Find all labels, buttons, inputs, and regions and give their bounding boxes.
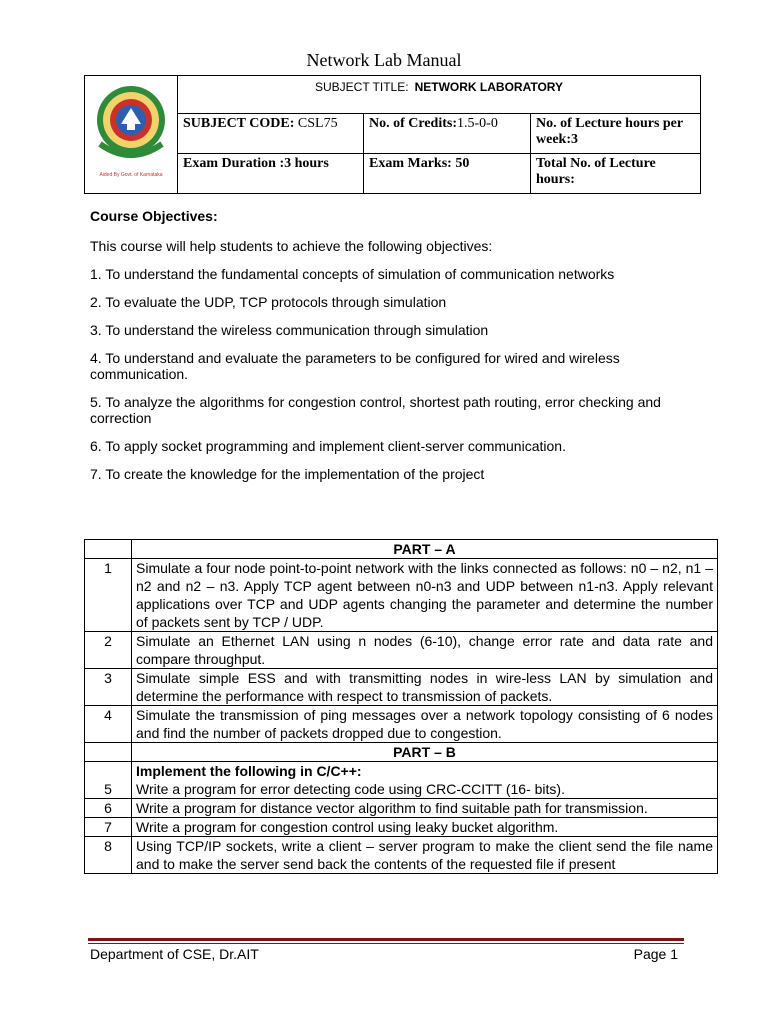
- row-number: 1: [85, 559, 132, 632]
- total-lecture-hours: Total No. of Lecture hours:: [536, 156, 656, 187]
- subject-title-label: SUBJECT TITLE:: [314, 80, 409, 94]
- row-description: Simulate the transmission of ping messages over a network topology consisting of 6 nodes and find the number of packets dropped due to congestion.: [132, 706, 718, 743]
- footer-page-number: Page 1: [633, 946, 678, 962]
- subject-code-value: CSL75: [294, 116, 338, 131]
- row-description: Using TCP/IP sockets, write a client – server program to make the client send the file name and to make the server send back the contents of the requested file if present: [132, 837, 718, 874]
- subject-title-value: NETWORK LABORATORY: [414, 80, 564, 94]
- college-logo: [90, 78, 172, 186]
- objective-item: 5. To analyze the algorithms for congestion control, shortest path routing, error checking and correction: [90, 394, 661, 426]
- row-description: Simulate an Ethernet LAN using n nodes (6-10), change error rate and data rate and compare throughput.: [132, 632, 718, 669]
- part-b-title: PART – B: [132, 743, 718, 762]
- table-row: [85, 837, 718, 874]
- row-number: 6: [85, 799, 132, 818]
- subject-code-cell: [178, 114, 364, 154]
- exam-marks-cell: [364, 154, 531, 194]
- table-row: [85, 818, 718, 837]
- total-lecture-hours-cell: [531, 154, 701, 194]
- table-row: [85, 669, 718, 706]
- exam-duration-cell: [178, 154, 364, 194]
- table-row: [85, 799, 718, 818]
- course-objectives: [90, 208, 690, 494]
- subject-code-label: SUBJECT CODE:: [183, 116, 295, 131]
- footer-divider-thin: [88, 943, 684, 944]
- subject-info-table: [84, 75, 701, 194]
- row-number: 8: [85, 837, 132, 874]
- table-row: [85, 762, 718, 799]
- row-description: Simulate a four node point-to-point network with the links connected as follows: n0 – n2, n1 – n2 and n2 – n3. Apply TCP agent between n0-n3 and UDP between n1-n3. Apply relevant applications over TCP and UDP agents changing the parameter and determine the number of packets sent by TCP / UDP.: [132, 559, 718, 632]
- lab-programs-table: [84, 539, 718, 874]
- credits-value: 1.5-0-0: [457, 116, 498, 131]
- row-description: Write a program for congestion control using leaky bucket algorithm.: [132, 818, 718, 837]
- page-header-title: Network Lab Manual: [306, 50, 462, 70]
- row-number: 3: [85, 669, 132, 706]
- footer-department: Department of CSE, Dr.AIT: [90, 946, 259, 962]
- objective-item: 4. To understand and evaluate the parameters to be configured for wired and wireless communication.: [90, 350, 620, 382]
- row-number: 2: [85, 632, 132, 669]
- part-a-title: PART – A: [132, 540, 718, 559]
- part-b-header-row: [85, 743, 718, 762]
- row-description: Simulate simple ESS and with transmitting nodes in wire-less LAN by simulation and determine the performance with respect to transmission of packets.: [132, 669, 718, 706]
- footer-divider: [88, 938, 684, 941]
- lecture-hours-week-cell: [531, 114, 701, 154]
- exam-duration: Exam Duration :3 hours: [183, 156, 329, 171]
- credits-cell: [364, 114, 531, 154]
- objective-item: 2. To evaluate the UDP, TCP protocols through simulation: [90, 294, 447, 310]
- objective-item: 1. To understand the fundamental concepts of simulation of communication networks: [90, 266, 615, 282]
- row-number: 7: [85, 818, 132, 837]
- objectives-intro: This course will help students to achieve the following objectives:: [90, 238, 493, 254]
- part-b-subheading: Implement the following in C/C++:: [136, 763, 362, 779]
- row-description: Write a program for error detecting code using CRC-CCITT (16- bits).: [136, 781, 565, 797]
- objective-item: 7. To create the knowledge for the implementation of the project: [90, 466, 485, 482]
- row-number: 5: [104, 781, 112, 797]
- subject-title-cell: [178, 76, 701, 114]
- table-row: [85, 632, 718, 669]
- credits-label: No. of Credits:: [369, 116, 458, 131]
- logo-cell: [85, 76, 178, 194]
- part-a-header-row: [85, 540, 718, 559]
- row-number: 4: [85, 706, 132, 743]
- exam-marks: Exam Marks: 50: [369, 156, 470, 171]
- table-row: [85, 706, 718, 743]
- table-row: [85, 559, 718, 632]
- lecture-hours-week: No. of Lecture hours per week:3: [536, 116, 683, 147]
- objective-item: 3. To understand the wireless communication through simulation: [90, 322, 489, 338]
- row-description: Write a program for distance vector algorithm to find suitable path for transmission.: [132, 799, 718, 818]
- svg-text:Aided By Govt. of Karnataka: Aided By Govt. of Karnataka: [99, 172, 163, 178]
- objectives-heading: Course Objectives:: [90, 208, 218, 224]
- objective-item: 6. To apply socket programming and implement client-server communication.: [90, 438, 566, 454]
